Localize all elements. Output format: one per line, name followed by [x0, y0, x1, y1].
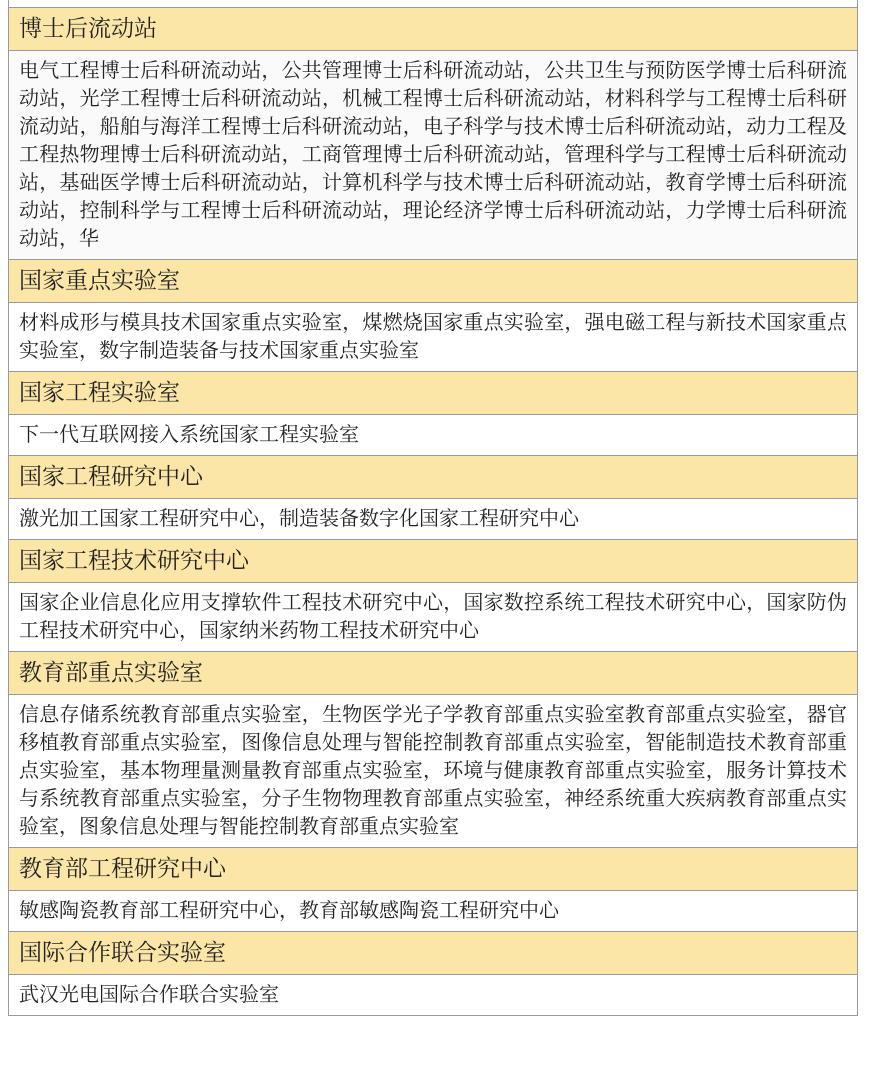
table-top-edge — [9, 0, 857, 8]
section-content-national-engineering-technology-centers: 国家企业信息化应用支撑软件工程技术研究中心，国家数控系统工程技术研究中心，国家防伪工程技术研究中心，国家纳米药物工程技术研究中心 — [9, 583, 857, 652]
section-title-national-engineering-labs: 国家工程实验室 — [9, 372, 857, 415]
section-title-national-engineering-research-centers: 国家工程研究中心 — [9, 456, 857, 499]
section-title-moe-key-labs: 教育部重点实验室 — [9, 652, 857, 695]
section-content-national-engineering-research-centers: 激光加工国家工程研究中心，制造装备数字化国家工程研究中心 — [9, 499, 857, 540]
section-title-postdoc-stations: 博士后流动站 — [9, 8, 857, 51]
section-content-postdoc-stations: 电气工程博士后科研流动站，公共管理博士后科研流动站，公共卫生与预防医学博士后科研流动站，光学工程博士后科研流动站，机械工程博士后科研流动站，材料科学与工程博士后科研流动站，船舶与海洋工程博士后科研流动站，电子科学与技术博士后科研流动站，动力工程及工程热物理博士后科研流动站，工商管理博士后科研流动站，管理科学与工程博士后科研流动站，基础医学博士后科研流动站，计算机科学与技术博士后科研流动站，教育学博士后科研流动站，控制科学与工程博士后科研流动站，理论经济学博士后科研流动站，力学博士后科研流动站，华 — [9, 51, 857, 260]
section-title-moe-engineering-centers: 教育部工程研究中心 — [9, 848, 857, 891]
section-title-state-key-labs: 国家重点实验室 — [9, 260, 857, 303]
section-title-national-engineering-technology-centers: 国家工程技术研究中心 — [9, 540, 857, 583]
section-title-international-joint-labs: 国际合作联合实验室 — [9, 932, 857, 975]
section-content-international-joint-labs: 武汉光电国际合作联合实验室 — [9, 975, 857, 1016]
section-content-national-engineering-labs: 下一代互联网接入系统国家工程实验室 — [9, 415, 857, 456]
section-content-moe-key-labs: 信息存储系统教育部重点实验室，生物医学光子学教育部重点实验室教育部重点实验室，器官移植教育部重点实验室，图像信息处理与智能控制教育部重点实验室，智能制造技术教育部重点实验室，基本物理量测量教育部重点实验室，环境与健康教育部重点实验室，服务计算技术与系统教育部重点实验室，分子生物物理教育部重点实验室，神经系统重大疾病教育部重点实验室，图象信息处理与智能控制教育部重点实验室 — [9, 695, 857, 848]
section-content-moe-engineering-centers: 敏感陶瓷教育部工程研究中心，教育部敏感陶瓷工程研究中心 — [9, 891, 857, 932]
research-platform-table — [8, 0, 858, 1016]
section-content-state-key-labs: 材料成形与模具技术国家重点实验室，煤燃烧国家重点实验室，强电磁工程与新技术国家重点实验室，数字制造装备与技术国家重点实验室 — [9, 303, 857, 372]
